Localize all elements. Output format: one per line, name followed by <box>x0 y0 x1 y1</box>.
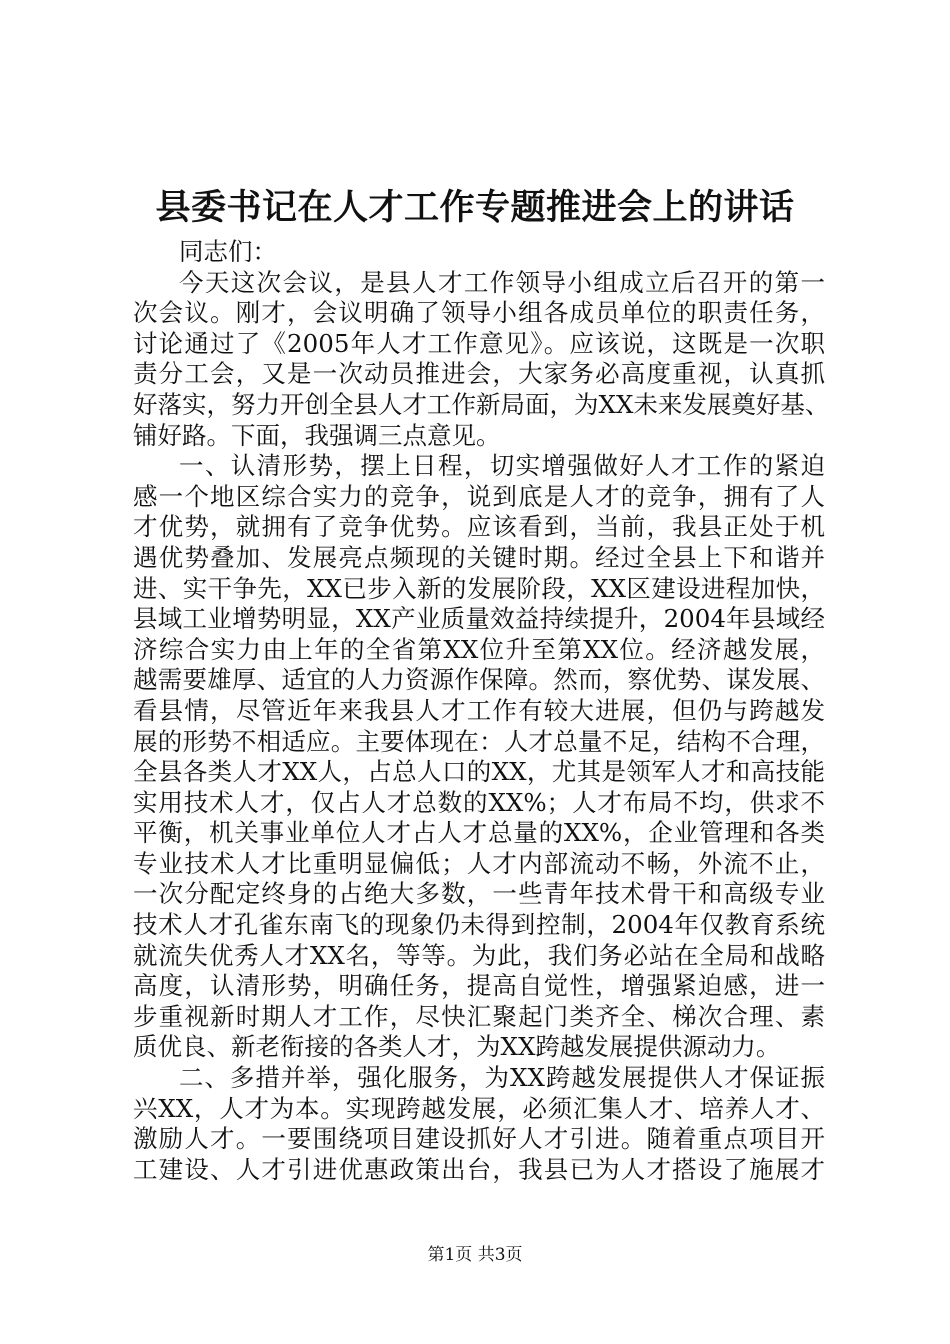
paragraph-line: 次会议。刚才，会议明确了领导小组各成员单位的职责任务， <box>133 298 825 328</box>
paragraph-line: 感一个地区综合实力的竞争，说到底是人才的竞争，拥有了人 <box>133 481 825 511</box>
paragraph-line: 全县各类人才XX人，占总人口的XX，尤其是领军人才和高技能 <box>133 757 825 787</box>
paragraph-line: 铺好路。下面，我强调三点意见。 <box>133 420 501 450</box>
paragraph-line: 遇优势叠加、发展亮点频现的关键时期。经过全县上下和谐并 <box>133 542 825 572</box>
paragraph-line: 平衡，机关事业单位人才占人才总量的XX%，企业管理和各类 <box>133 818 825 848</box>
paragraph-line: 高度，认清形势，明确任务，提高自觉性，增强紧迫感，进一 <box>133 971 825 1001</box>
paragraph-line: 兴XX，人才为本。实现跨越发展，必须汇集人才、培养人才、 <box>133 1093 825 1123</box>
paragraph-line: 工建设、人才引进优惠政策出台，我县已为人才搭设了施展才 <box>133 1154 825 1184</box>
paragraph-line: 今天这次会议，是县人才工作领导小组成立后召开的第一 <box>179 267 825 297</box>
page-title: 县委书记在人才工作专题推进会上的讲话 <box>155 187 795 228</box>
paragraph-line: 质优良、新老衔接的各类人才，为XX跨越发展提供源动力。 <box>133 1032 781 1062</box>
paragraph-line: 看县情，尽管近年来我县人才工作有较大进展，但仍与跨越发 <box>133 695 825 725</box>
paragraph-line: 越需要雄厚、适宜的人力资源作保障。然而，察优势、谋发展、 <box>133 665 825 695</box>
paragraph-line: 步重视新时期人才工作，尽快汇聚起门类齐全、梯次合理、素 <box>133 1001 825 1031</box>
paragraph-line: 二、多措并举，强化服务，为XX跨越发展提供人才保证振 <box>179 1063 825 1093</box>
salutation-line: 同志们： <box>179 237 277 266</box>
paragraph-line: 济综合实力由上年的全省第XX位升至第XX位。经济越发展， <box>133 634 825 664</box>
paragraph-line: 讨论通过了《2005年人才工作意见》。应该说，这既是一次职 <box>133 328 825 358</box>
paragraph-line: 专业技术人才比重明显偏低；人才内部流动不畅，外流不止， <box>133 848 825 878</box>
paragraph-line: 一、认清形势，摆上日程，切实增强做好人才工作的紧迫 <box>179 451 825 481</box>
paragraph-line: 展的形势不相适应。主要体现在：人才总量不足，结构不合理， <box>133 726 825 756</box>
paragraph-line: 一次分配定终身的占绝大多数，一些青年技术骨干和高级专业 <box>133 879 825 909</box>
paragraph-line: 好落实，努力开创全县人才工作新局面，为XX未来发展奠好基、 <box>133 389 830 419</box>
paragraph-line: 实用技术人才，仅占人才总数的XX%；人才布局不均，供求不 <box>133 787 825 817</box>
paragraph-line: 技术人才孔雀东南飞的现象仍未得到控制，2004年仅教育系统 <box>133 910 825 940</box>
page-footer: 第1页 共3页 <box>427 1245 523 1265</box>
paragraph-line: 进、实干争先，XX已步入新的发展阶段，XX区建设进程加快， <box>133 573 825 603</box>
body-text <box>133 237 830 1185</box>
paragraph-line: 就流失优秀人才XX名，等等。为此，我们务必站在全局和战略 <box>133 940 825 970</box>
paragraph-line: 才优势，就拥有了竞争优势。应该看到，当前，我县正处于机 <box>133 512 825 542</box>
paragraph-line: 县域工业增势明显，XX产业质量效益持续提升，2004年县域经 <box>133 604 825 634</box>
paragraph-line: 激励人才。一要围绕项目建设抓好人才引进。随着重点项目开 <box>133 1124 825 1154</box>
paragraph-line: 责分工会，又是一次动员推进会，大家务必高度重视，认真抓 <box>133 359 825 389</box>
